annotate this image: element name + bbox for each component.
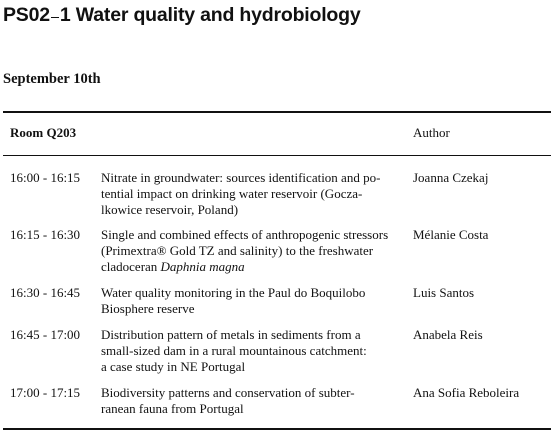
talk-title-line: Distribution pattern of metals in sediments from a [101, 327, 361, 342]
talk-title-text: cladoceran [101, 259, 161, 274]
talk-time: 17:00 - 17:15 [10, 385, 81, 400]
talk-title-line: Biosphere reserve [101, 301, 195, 316]
talk-title [101, 170, 399, 218]
table-top-rule [3, 111, 551, 113]
room-header: Room Q203 [10, 125, 77, 140]
session-name: Water quality and hydrobiology [75, 4, 361, 26]
talk-title-line: lkowice reservoir, Poland) [101, 202, 239, 217]
talk-title-line: Biodiversity patterns and conservation of subter- [101, 385, 355, 400]
talk-author: Anabela Reis [413, 327, 483, 342]
session-code: PS02 [3, 4, 50, 26]
talk-title [101, 285, 399, 317]
talk-title-line: Water quality monitoring in the Paul do Boquilobo [101, 285, 366, 300]
talk-title [101, 227, 399, 275]
talk-author: Mélanie Costa [413, 227, 489, 242]
talk-title-line: a case study in NE Portugal [101, 359, 246, 374]
table-header-rule [3, 155, 551, 156]
talk-author: Ana Sofia Reboleira [413, 385, 520, 400]
talk-title-line: Nitrate in groundwater: sources identification and po- [101, 170, 381, 185]
talk-title [101, 385, 399, 417]
talk-author: Luis Santos [413, 285, 475, 300]
talk-author: Joanna Czekaj [413, 170, 489, 185]
talk-time: 16:15 - 16:30 [10, 227, 81, 242]
table-bottom-rule [3, 428, 551, 430]
talk-time: 16:45 - 17:00 [10, 327, 81, 342]
talk-time: 16:00 - 16:15 [10, 170, 81, 185]
talk-title [101, 327, 399, 375]
talk-title-line: (Primextra® Gold TZ and salinity) to the freshwater [101, 243, 374, 258]
talk-title-line: small-sized dam in a rural mountainous catchment: [101, 343, 367, 358]
species-name: Daphnia magna [160, 259, 245, 274]
session-date: September 10th [3, 71, 101, 87]
talk-title-line: tential impact on drinking water reservoir (Gocza- [101, 186, 363, 201]
underscore-glyph [51, 17, 59, 18]
talk-title-line: Single and combined effects of anthropogenic stressors [101, 227, 389, 242]
session-title [3, 4, 361, 27]
author-header: Author [413, 125, 450, 140]
talk-title-line [101, 259, 399, 275]
session-code-suffix: 1 [59, 4, 71, 26]
talk-time: 16:30 - 16:45 [10, 285, 81, 300]
talk-title-line: ranean fauna from Portugal [101, 401, 244, 416]
